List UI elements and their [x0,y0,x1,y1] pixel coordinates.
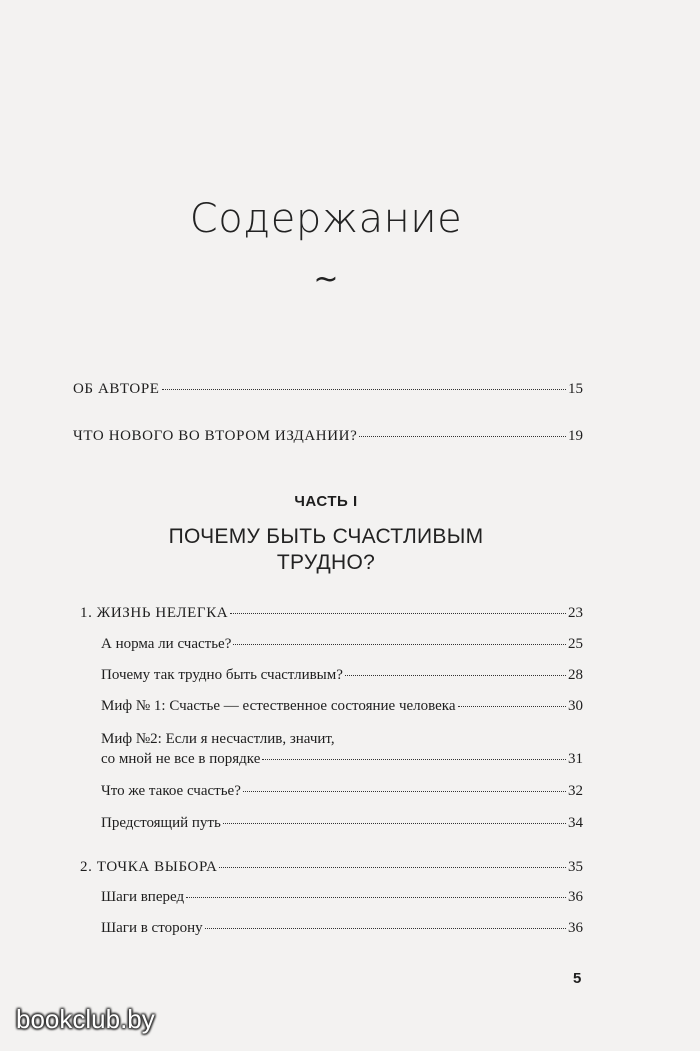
toc-entry-label: ОБ АВТОРЕ [73,381,160,397]
dot-leader [223,823,566,824]
toc-section-line-1[interactable]: Миф №2: Если я несчастлив, значит, [101,731,335,747]
toc-entry-page: 35 [568,859,583,875]
toc-entry-page: 34 [568,815,583,831]
part-label: ЧАСТЬ I [294,493,358,510]
toc-entry-label: Шаги вперед [101,889,185,905]
toc-entry-page: 19 [568,428,583,444]
toc-entry-page: 32 [568,783,583,799]
dot-leader [262,759,566,760]
toc-section[interactable] [101,919,583,937]
toc-entry-page: 28 [568,667,583,683]
toc-entry-page: 36 [568,889,583,905]
toc-entry-page: 30 [568,698,583,714]
toc-section[interactable] [101,814,583,832]
toc-entry-page: 15 [568,381,583,397]
part-title-line-1: ПОЧЕМУ БЫТЬ СЧАСТЛИВЫМ [168,525,484,548]
dot-leader [219,867,566,868]
toc-entry-page: 31 [568,751,583,767]
dot-leader [345,675,566,676]
part-title [0,524,652,576]
toc-section[interactable] [101,635,583,653]
toc-entry-page: 23 [568,605,583,621]
toc-entry-label: ЧТО НОВОГО ВО ВТОРОМ ИЗДАНИИ? [73,428,358,444]
toc-section[interactable] [101,888,583,906]
toc-entry-page: 25 [568,636,583,652]
toc-entry-label: Почему так трудно быть счастливым? [101,667,343,683]
dot-leader [186,897,566,898]
toc-entry-label: 1. ЖИЗНЬ НЕЛЕГКА [80,605,229,621]
dot-leader [230,613,566,614]
toc-entry-about-author[interactable] [73,380,583,398]
title-ornament: ~ [313,262,339,297]
toc-chapter-2[interactable] [80,858,583,876]
toc-section[interactable] [101,782,583,800]
toc-chapter-1[interactable] [80,604,583,622]
dot-leader [162,389,566,390]
dot-leader [205,928,566,929]
dot-leader [359,436,566,437]
toc-entry-label: А норма ли счастье? [101,636,232,652]
toc-entry-label: 2. ТОЧКА ВЫБОРА [80,859,218,875]
toc-section[interactable] [101,697,583,715]
toc-entry-whats-new[interactable] [73,427,583,445]
page-title: Содержание [189,196,463,242]
toc-entry-page: 36 [568,920,583,936]
part-title-line-2: ТРУДНО? [276,551,376,574]
toc-section[interactable] [101,666,583,684]
toc-entry-label: Миф № 1: Счастье — естественное состояние человека [101,698,456,714]
toc-entry-label: Шаги в сторону [101,920,203,936]
toc-section[interactable] [101,750,583,768]
dot-leader [233,644,566,645]
dot-leader [243,791,566,792]
dot-leader [458,706,567,707]
toc-entry-label: со мной не все в порядке [101,751,261,767]
page-number: 5 [573,970,582,987]
toc-entry-label: Что же такое счастье? [101,783,241,799]
toc-entry-label: Предстоящий путь [101,815,221,831]
site-watermark: bookclub.by [16,1004,155,1034]
